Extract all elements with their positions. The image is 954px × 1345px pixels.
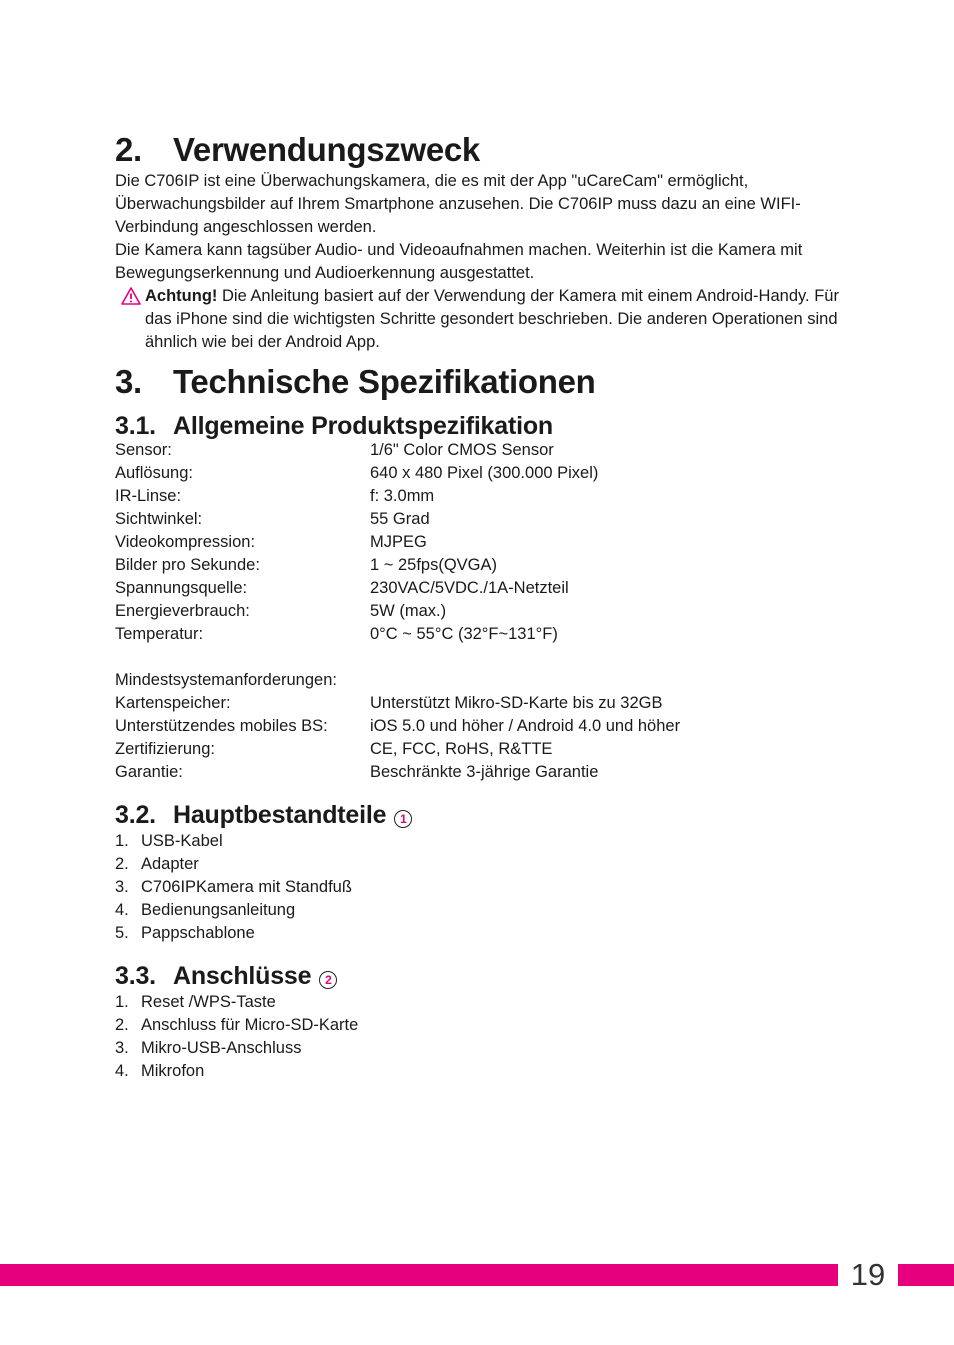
section-title: Allgemeine Produktspezifikation [173, 412, 553, 440]
section-number: 2. [115, 131, 142, 168]
section-3-3-heading [115, 961, 845, 991]
figure-reference-badge: 2 [319, 971, 337, 989]
spec-label: Energieverbrauch: [115, 602, 250, 620]
list-text: Mikro-USB-Anschluss [141, 1039, 302, 1057]
list-item [115, 899, 845, 922]
list-number: 2. [115, 1016, 129, 1034]
list-item [115, 922, 845, 945]
list-item [115, 991, 845, 1014]
list-text: Adapter [141, 855, 199, 873]
requirement-value: Unterstützt Mikro-SD-Karte bis zu 32GB [370, 694, 663, 712]
spec-row [115, 508, 845, 531]
spec-row [115, 600, 845, 623]
spec-row [115, 623, 845, 646]
spec-row [115, 439, 845, 462]
requirement-label: Unterstützendes mobiles BS: [115, 717, 328, 735]
requirement-row [115, 761, 845, 784]
spec-value: 55 Grad [370, 510, 430, 528]
section-title: Hauptbestandteile [173, 801, 387, 829]
requirement-value: CE, FCC, RoHS, R&TTE [370, 740, 553, 758]
list-number: 2. [115, 855, 129, 873]
list-text: C706IPKamera mit Standfuß [141, 878, 352, 896]
section-number: 3. [115, 363, 142, 400]
section-2-heading [115, 130, 845, 170]
spec-value: 1/6" Color CMOS Sensor [370, 441, 554, 459]
list-number: 3. [115, 1039, 129, 1057]
spec-row [115, 577, 845, 600]
list-number: 3. [115, 878, 129, 896]
section-number: 3.1. [115, 412, 156, 440]
warning-note [121, 285, 845, 354]
spec-label: Videokompression: [115, 533, 256, 551]
list-item [115, 1060, 845, 1083]
section-2-paragraph-1: Die C706IP ist eine Überwachungskamera, die es mit der App "uCareCam" ermöglicht, Überwachungsbilder auf Ihrem Smartphone anzusehen. Die C706IP muss dazu an eine WIFI-Verbindung angeschlossen werden. [115, 172, 801, 236]
list-item [115, 853, 845, 876]
figure-reference-badge: 1 [394, 810, 412, 828]
list-item [115, 1014, 845, 1037]
spec-label: Sichtwinkel: [115, 510, 203, 528]
requirement-label: Zertifizierung: [115, 740, 215, 758]
spec-row [115, 531, 845, 554]
list-item [115, 1037, 845, 1060]
footer-accent-bar [0, 1264, 954, 1286]
requirements-heading [115, 669, 845, 692]
list-text: Anschluss für Micro-SD-Karte [141, 1016, 359, 1034]
spec-row [115, 554, 845, 577]
list-text: USB-Kabel [141, 832, 223, 850]
list-number: 5. [115, 924, 129, 942]
spec-label: Spannungsquelle: [115, 579, 248, 597]
list-number: 1. [115, 993, 129, 1011]
section-title: Technische Spezifikationen [173, 363, 596, 400]
section-2-paragraph-2: Die Kamera kann tagsüber Audio- und Videoaufnahmen machen. Weiterhin ist die Kamera mit Bewegungserkennung und Audioerkennung ausgestattet. [115, 241, 803, 282]
page-content [115, 130, 845, 1083]
section-3-2-heading [115, 800, 845, 830]
spec-value: 5W (max.) [370, 602, 447, 620]
spec-value: 1 ~ 25fps(QVGA) [370, 556, 498, 574]
spec-label: Sensor: [115, 441, 172, 459]
list-text: Mikrofon [141, 1062, 205, 1080]
spec-value: 640 x 480 Pixel (300.000 Pixel) [370, 464, 599, 482]
list-text: Bedienungsanleitung [141, 901, 296, 919]
warning-label: Achtung! [145, 287, 218, 305]
spec-value: f: 3.0mm [370, 487, 435, 505]
page-number: 19 [836, 1257, 900, 1293]
list-number: 4. [115, 1062, 129, 1080]
list-item [115, 876, 845, 899]
requirement-row [115, 692, 845, 715]
section-3-1-heading [115, 411, 845, 441]
connections-list [115, 991, 845, 1083]
spec-label: Temperatur: [115, 625, 204, 643]
spec-value: 0°C ~ 55°C (32°F~131°F) [370, 625, 558, 643]
spec-label: IR-Linse: [115, 487, 182, 505]
list-text: Pappschablone [141, 924, 255, 942]
spec-value: 230VAC/5VDC./1A-Netzteil [370, 579, 569, 597]
components-list [115, 830, 845, 945]
spec-label: Bilder pro Sekunde: [115, 556, 260, 574]
list-number: 1. [115, 832, 129, 850]
requirements-table [115, 692, 845, 784]
requirement-label: Kartenspeicher: [115, 694, 231, 712]
spec-row [115, 462, 845, 485]
warning-triangle-icon [121, 285, 145, 354]
warning-text: Die Anleitung basiert auf der Verwendung der Kamera mit einem Android-Handy. Für das iPhone sind die wichtigsten Schritte gesondert beschrieben. Die anderen Operationen sind ähnlich wie bei der Android App. [145, 287, 839, 351]
spec-label: Auflösung: [115, 464, 193, 482]
spec-value: MJPEG [370, 533, 427, 551]
requirements-title: Mindestsystemanforderungen: [115, 671, 337, 689]
requirement-value: iOS 5.0 und höher / Android 4.0 und höher [370, 717, 681, 735]
requirement-label: Garantie: [115, 763, 183, 781]
section-title: Verwendungszweck [173, 131, 480, 168]
requirement-row [115, 738, 845, 761]
section-number: 3.3. [115, 962, 156, 990]
section-number: 3.2. [115, 801, 156, 829]
list-number: 4. [115, 901, 129, 919]
section-title: Anschlüsse [173, 962, 312, 990]
list-text: Reset /WPS-Taste [141, 993, 276, 1011]
spec-row [115, 485, 845, 508]
section-3-heading [115, 362, 845, 402]
list-item [115, 830, 845, 853]
spec-table [115, 439, 845, 646]
requirement-row [115, 715, 845, 738]
requirement-value: Beschränkte 3-jährige Garantie [370, 763, 599, 781]
